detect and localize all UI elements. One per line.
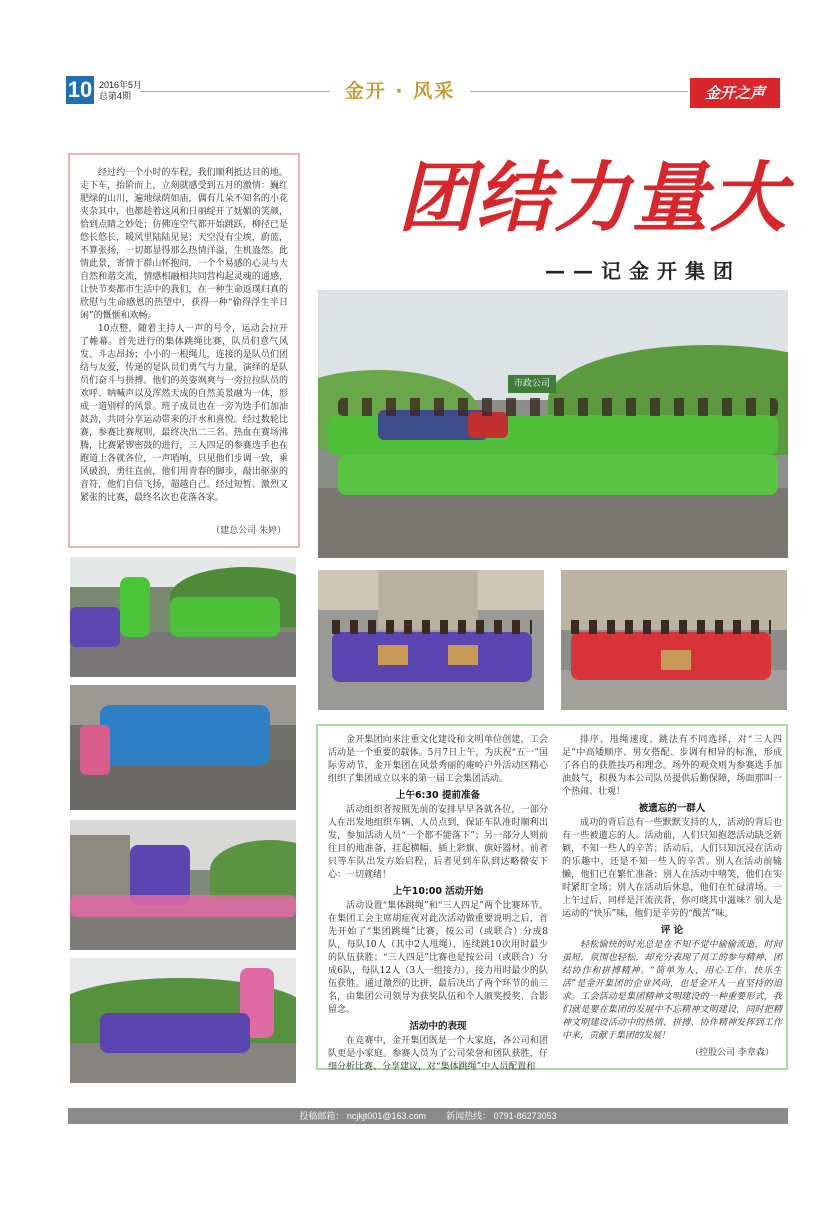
rope-photo-2 [70, 685, 296, 810]
left-article-text [70, 155, 298, 509]
right-paragraph: 金开集团向来注重文化建设和文明单位创建，工会活动是一个重要的载体。5月7日上午，为庆祝“五一”国际劳动节，金开集团在风景秀丽的庵岭户外活动区精心组织了集团成立以来的第一届工会集团活动。 [328, 735, 548, 784]
right-paragraph: 排序、甩绳速度、跳法有不同选择，对“三人四足”中高矮顺序、男女搭配、步调有相异的标准，形成了各自的获胜技巧和理念。场外的观众则为参赛选手加油鼓气，积极为本公司队员提供后勤保障，场面那叫一个热闹、壮观！ [562, 735, 782, 797]
team-photo-2 [561, 570, 787, 710]
right-paragraph: 在竞赛中，金开集团既是一个大家庭，各公司和团队更是小家庭。参赛人员为了公司荣誉和团队获胜，仔细分析比赛、分享建议，对“集体跳绳”中人员配置和 [328, 1036, 548, 1072]
issue-info [99, 80, 142, 102]
right-article-box [316, 724, 788, 1070]
left-article-box [68, 153, 300, 548]
right-subheading: 活动中的表现 [409, 1021, 467, 1032]
right-article-col1 [328, 734, 548, 1074]
issue-date: 2016年5月 [99, 80, 143, 90]
rope-photo-3 [70, 820, 296, 950]
left-byline: （建总公司 朱婷） [211, 526, 286, 536]
footer-phone-label: 新闻热线： [446, 1111, 492, 1121]
footer-phone: 0791-86273053 [493, 1111, 557, 1121]
left-paragraph: 经过约一个小时的车程，我们顺利抵达目的地。走下车，抬阶而上，立刻就感受到五月的激情：巍红肥绿的山川，遍地绿荫如庙，偶有几朵不知名的小花夹杂其中，也都趁着这风和日丽绽开了妩媚的笑颜，恰到点睛之妙处；仿佛连空气都开始跳跃，柳径已是悠长悠长，暖风里陆陆见晃；天空没有尘埃，蔚蓝，不算张扬，一切都显得那么热情洋溢，生机盎然。此情此景，寄情于群山怀抱间，一个个易感的心灵与大自然和谐交流，情感相融相共同营构起灵魂的通感，让快节奏都市生活中的我们，在一种生命返璞归真的欣慰与生命感恩的热望中，获得一种“偷得浮生半日闲”的慨惬和欢畅。 [80, 168, 288, 321]
right-byline: （控股公司 李章森） [690, 1048, 774, 1058]
page-number: 10 [67, 77, 93, 102]
team-photo-1 [318, 570, 544, 710]
right-subheading: 被遗忘的一群人 [638, 803, 706, 814]
commentary-paragraph: 轻松愉快的时光总是在不知不觉中偷偷流逝，时间虽短，氛围也轻松，却充分表现了员工的参与精神、团结协作和拼搏精神。“简单为人、用心工作、快乐生活”是金开集团的企业风尚，也是金开人一直坚持的追求。工会活动是集团精神文明建设的一种重要形式，我们就是要在集团的发展中不忘精神文明建设，同时把精神文明建设活动中的热情、拼搏、协作精神发挥到工作中来，贡献于集团的发展！ [562, 940, 782, 1041]
rope-photo-1 [70, 557, 296, 677]
article-title: 团结力量大 [398, 153, 788, 242]
footer-bar [68, 1108, 788, 1124]
right-paragraph: 活动组织者按照先前的安排早早各就各位，一部分人在出发地组织车辆、人员点到，保证车队准时顺利出发，参加活动人员“一个都不能落下”；另一部分人则前往目的地准备，挂起横幅、插上彩旗、旗好器材。前者只等车队出发方始启程，后者见到车队到达略微安下心：一切就绪！ [328, 805, 548, 880]
brand-logo: 金开之声 [690, 78, 780, 108]
issue-number: 总第4期 [99, 91, 132, 101]
left-paragraph: 10点整，随着主持人一声的号令，运动会拉开了帷幕。首先进行的集体跳绳比赛，队员们意气风发、斗志昂扬；小小的一根绳儿，连接的是队员们团结与友爱，传递的是队员们勇气与力量，演绎的是队员们奋斗与拼搏。他们的英姿飒爽与一旁拉拉队员的欢呼、呐喊声以及浑然天成的自然美景融为一体，形成一道别样的风景。班子成员也在一旁为选手们加油鼓劲，共同分享运动带来的汗水和喜悦。经过数轮比赛，参赛比赛规则，最终决出二三名。热血在赛场沸腾，比赛紧锣密鼓的进行，三人四足的参赛选手也在跑道上各就各位，一声哨响，只见他们步调一致，乘风破浪，勇往直前，他们用青春的脚步，敲出驱驱的音符，他们自信飞扬，超越自己。经过短暂、激烈又紧张的比赛，最终名次也花落各家。 [80, 324, 288, 503]
right-article-col2 [562, 734, 782, 1043]
article-subtitle: ——记金开集团 [545, 259, 741, 283]
rope-photo-4 [70, 958, 296, 1083]
right-subheading: 评 论 [660, 925, 684, 936]
company-sign: 市政公司 [508, 375, 556, 393]
footer-email-label: 投稿邮箱： [299, 1111, 345, 1121]
right-subheading: 上午6:30 提前准备 [396, 790, 480, 801]
section-title: 金开 · 风采 [330, 77, 470, 105]
footer-email: ncjkjt001@163.com [346, 1111, 427, 1121]
right-paragraph: 成功的背后总有一些默默支持的人，活动的背后也有一些被遗忘的人。活动前，人们只知抱怨活动缺乏新颖，不知一些人的辛苦；活动后，人们只知沉浸在活动的乐趣中，还是不知一些人的辛苦。别人在活动前输懒，他们已在繁忙准备；别人在活动中嘻笑，他们在实时紧盯全场；别人在活动后休息，他们在忙碌清场。一上午过后，同样是汗流浃背，你可晓其中滋味？别人是运动的“快乐”味，他们是辛劳的“酸苦”味。 [562, 818, 782, 919]
group-photo-main [318, 290, 788, 558]
right-paragraph: 活动设置“集体跳绳”和“三人四足”两个比赛环节。在集团工会主席胡症夜对此次活动做重要说明之后，首先开始了“集团跳绳”比赛，按公司（或联合）分成8队，每队10人（其中2人甩绳），连续跳10次用时最少的队伍获胜；“三人四足”比赛也是按公司（或联合）分成6队，每队12人（3人一组接力），接力用时最少的队伍获胜。通过激烈的比拼，最后决出了两个环节的前三名，由集团公司领导为获奖队伍和个人颁奖授奖、合影留念。 [328, 901, 548, 1015]
right-subheading: 上午10:00 活动开始 [392, 886, 484, 897]
